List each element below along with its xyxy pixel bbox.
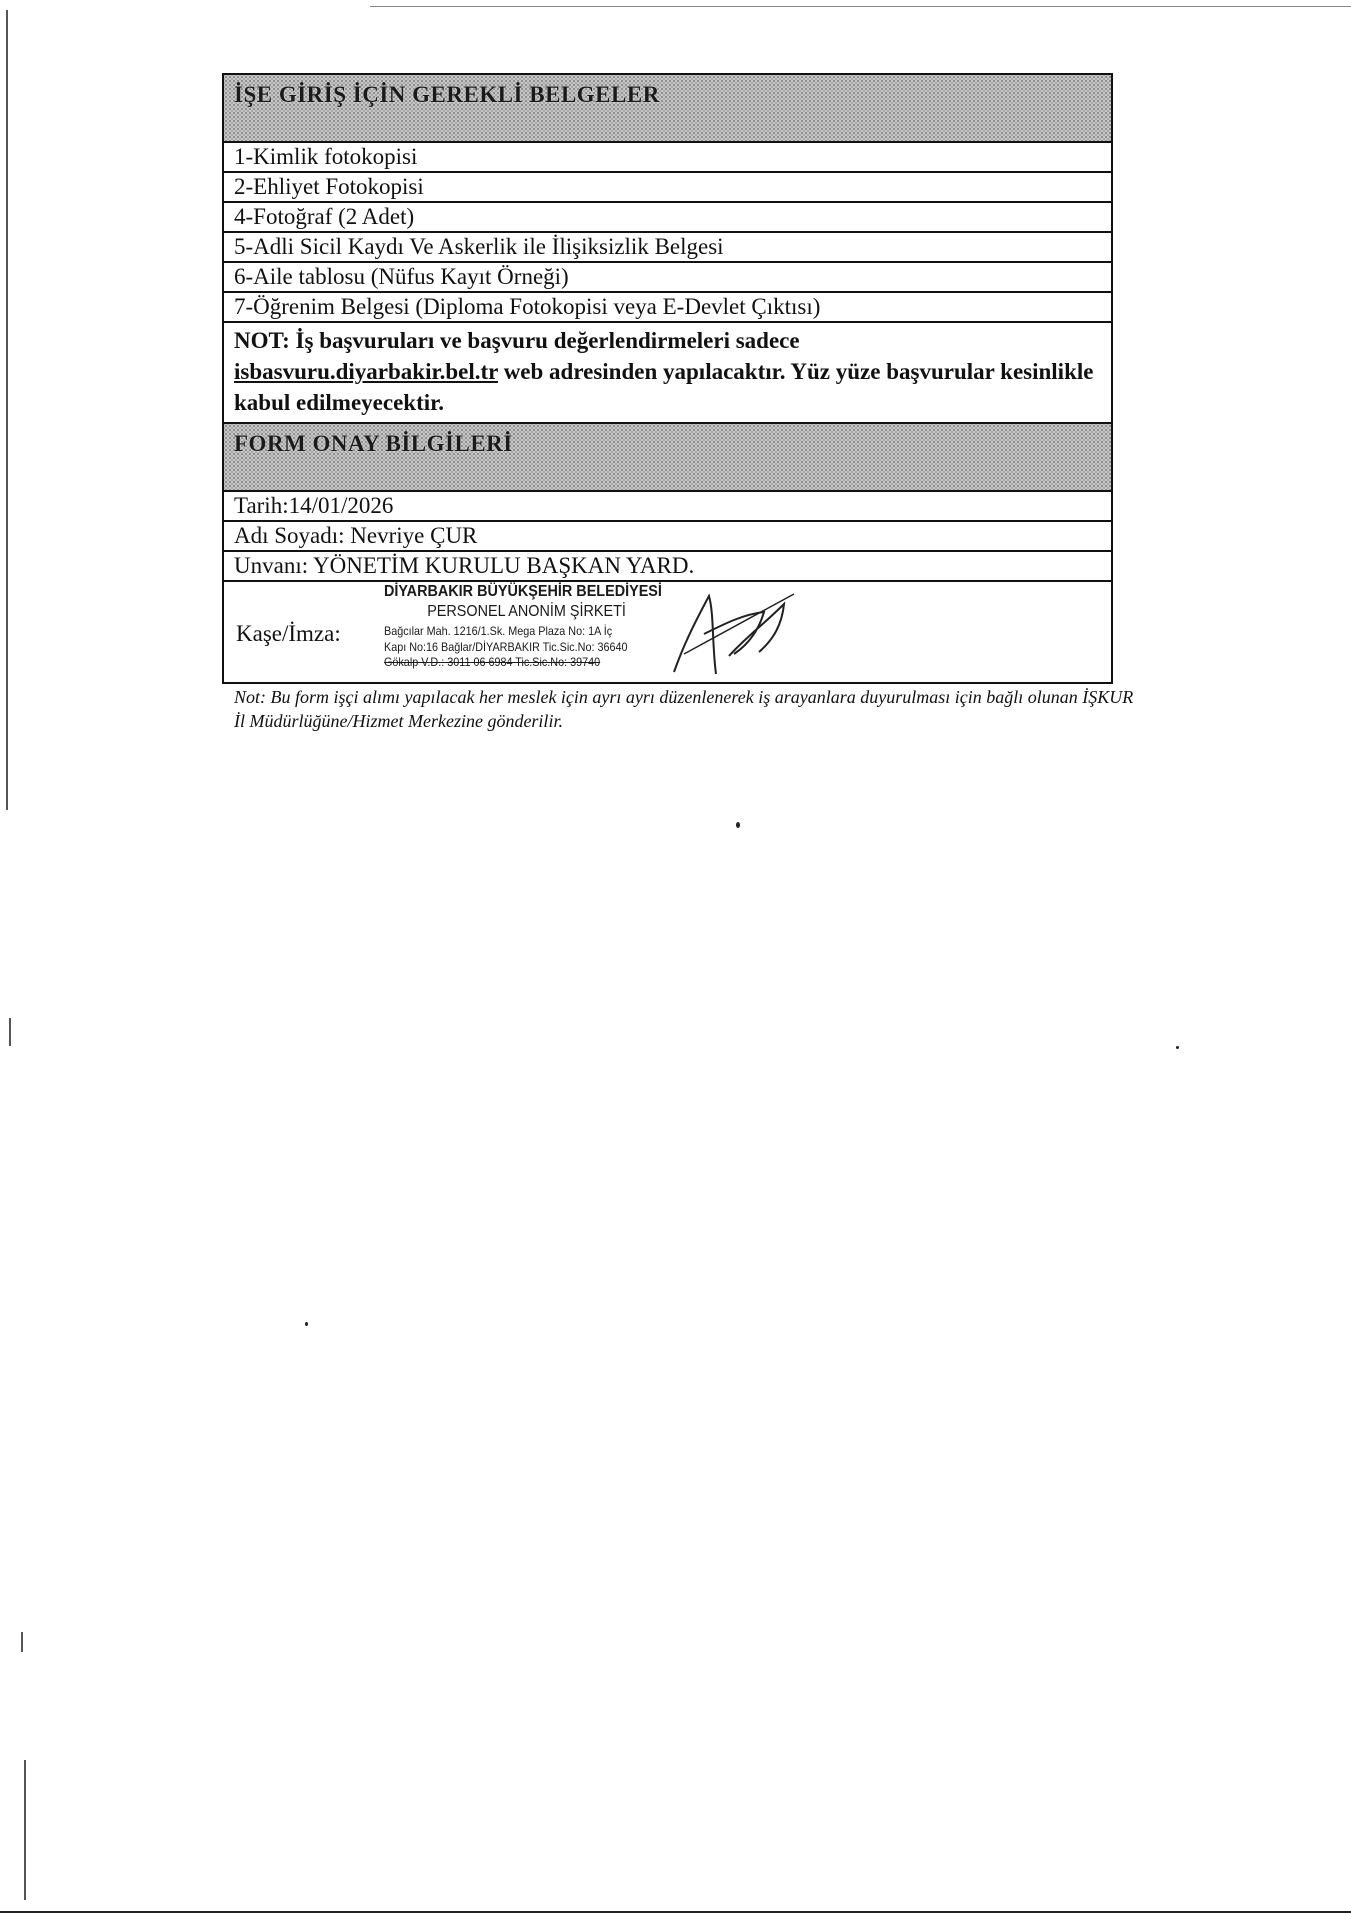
scan-left-edge-mark: [21, 1632, 23, 1652]
note-link[interactable]: isbasvuru.diyarbakir.bel.tr: [234, 359, 498, 384]
approval-name: Adı Soyadı: Nevriye ÇUR: [223, 521, 1112, 551]
scan-speck: [305, 1322, 308, 1326]
scan-bottom-line: [0, 1911, 1351, 1913]
document-item: 5-Adli Sicil Kaydı Ve Askerlik ile İlişiksizlik Belgesi: [223, 232, 1112, 262]
document-item: 1-Kimlik fotokopisi: [223, 142, 1112, 172]
scan-speck: [736, 822, 740, 828]
document-item: 2-Ehliyet Fotokopisi: [223, 172, 1112, 202]
note-prefix: NOT: İş başvuruları ve başvuru değerlendirmeleri sadece: [234, 328, 800, 353]
section-header-form-approval: FORM ONAY BİLGİLERİ: [223, 423, 1112, 491]
document-item: 7-Öğrenim Belgesi (Diploma Fotokopisi veya E-Devlet Çıktısı): [223, 292, 1112, 322]
stamp-line: Kapı No:16 Bağlar/DİYARBAKIR Tic.Sic.No: 36640: [384, 640, 628, 654]
stamp-label: Kaşe/İmza:: [236, 621, 341, 646]
document-item: 4-Fotoğraf (2 Adet): [223, 202, 1112, 232]
scan-left-edge: [6, 10, 8, 810]
note-suffix: web adresinden yapılacaktır. Yüz yüze başvurular kesinlikle kabul edilmeyecektir.: [234, 359, 1094, 415]
handwritten-signature: [664, 584, 804, 683]
scan-left-edge-mark: [24, 1760, 26, 1900]
note-cell: [223, 322, 1112, 423]
scan-speck: [1176, 1046, 1179, 1049]
section-header-required-documents: İŞE GİRİŞ İÇİN GEREKLİ BELGELER: [223, 74, 1112, 142]
stamp-line: PERSONEL ANONİM ŞİRKETİ: [427, 603, 626, 620]
scan-top-line: [370, 6, 1351, 7]
stamp-line: DİYARBAKIR BÜYÜKŞEHİR BELEDİYESİ: [384, 583, 662, 600]
form-table: [222, 73, 1113, 684]
document-item: 6-Aile tablosu (Nüfus Kayıt Örneği): [223, 262, 1112, 292]
stamp-signature-cell: [223, 581, 1112, 683]
stamp-line: Gökalp V.D.: 3011 06 6984 Tic.Sic.No: 39740: [384, 655, 601, 669]
scan-left-edge-mark: [9, 1018, 11, 1046]
footnote: Not: Bu form işçi alımı yapılacak her meslek için ayrı ayrı düzenlenerek iş arayanlara duyurulması için bağlı olunan İŞKUR İl Müdürlüğüne/Hizmet Merkezine gönderilir.: [234, 687, 1134, 731]
stamp-line: Bağcılar Mah. 1216/1.Sk. Mega Plaza No: 1A İç: [384, 624, 613, 638]
company-stamp: [384, 584, 714, 668]
approval-date: Tarih:14/01/2026: [223, 491, 1112, 521]
approval-title: Unvanı: YÖNETİM KURULU BAŞKAN YARD.: [223, 551, 1112, 581]
